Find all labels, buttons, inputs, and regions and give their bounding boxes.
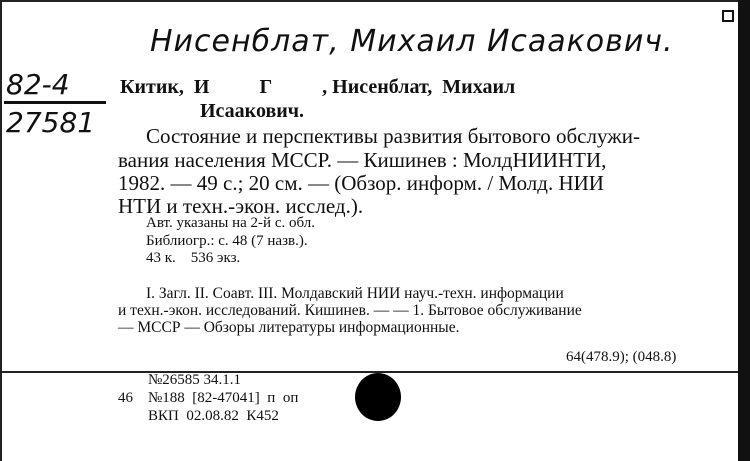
title-line: вания населения МССР. — Кишинев : МолдНИИНТИ,: [118, 148, 607, 172]
corner-mark-icon: [722, 10, 734, 22]
card-divider-line: [0, 371, 738, 373]
classification-code: 64(478.9); (048.8): [566, 349, 677, 365]
author-heading: Китик, И Г , Нисенблат, Михаил: [120, 76, 516, 98]
card-top-edge: [0, 0, 750, 2]
handwritten-name: Нисенблат, Михаил Исаакович.: [150, 24, 674, 59]
footer-line: №188 [82-47041] п оп: [148, 390, 299, 406]
title-line: 1982. — 49 с.; 20 см. — (Обзор. информ. / Молд. НИИ: [118, 171, 604, 195]
title-line: Состояние и перспективы развития бытового обслужи-: [146, 124, 640, 148]
title-line: НТИ и техн.-экон. исслед.).: [118, 194, 364, 218]
card-right-edge: [738, 0, 750, 461]
footer-line: №26585 34.1.1: [148, 372, 242, 388]
footer-line: ВКП 02.08.82 К452: [148, 408, 279, 424]
call-number-top: 82-4: [6, 68, 70, 101]
card-punch-hole: [355, 373, 401, 421]
note-line: Авт. указаны на 2-й с. обл.: [146, 215, 315, 231]
subject-line: I. Загл. II. Соавт. III. Молдавский НИИ науч.-техн. информации: [146, 285, 564, 302]
subject-line: и техн.-экон. исследований. Кишинев. — — 1. Бытовое обслуживание: [118, 302, 582, 319]
author-heading-continued: Исаакович.: [200, 100, 305, 122]
call-number-divider: [4, 101, 106, 104]
card-left-edge: [0, 0, 2, 461]
call-number-bottom: 27581: [6, 106, 96, 139]
subject-line: — МССР — Обзоры литературы информационные.: [118, 319, 460, 336]
footer-prefix: 46: [118, 390, 133, 406]
note-line: 43 к. 536 экз.: [146, 250, 241, 266]
note-line: Библиогр.: с. 48 (7 назв.).: [146, 233, 308, 249]
